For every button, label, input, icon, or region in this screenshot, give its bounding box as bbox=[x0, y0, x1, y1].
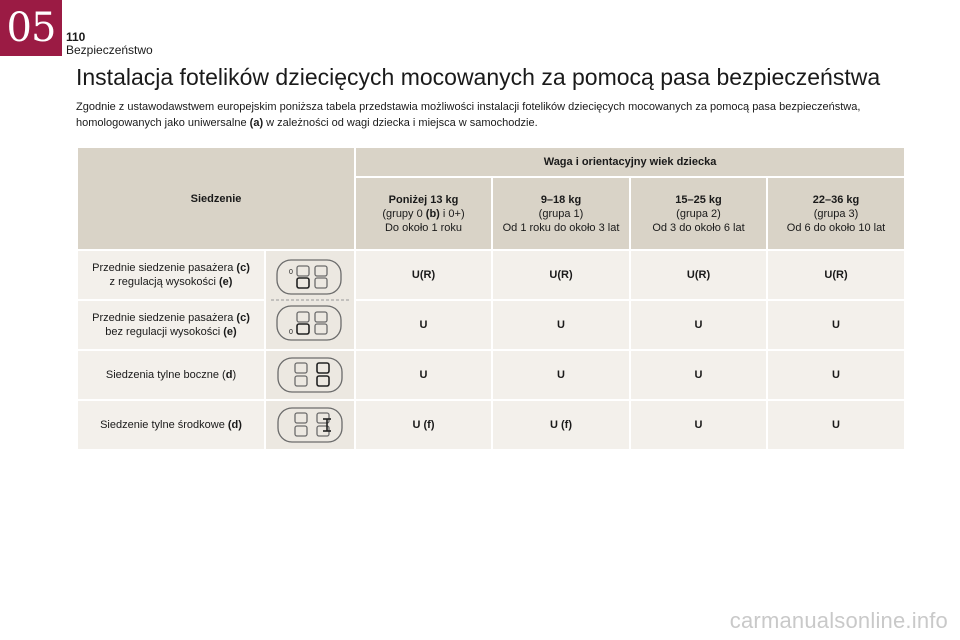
intro-ref-a: (a) bbox=[249, 117, 264, 129]
value-cell: U bbox=[492, 350, 630, 400]
front-passenger-seat-icon bbox=[267, 254, 353, 346]
watermark: carmanualsonline.info bbox=[729, 608, 948, 633]
col-header-group-1: 9–18 kg (grupa 1) Od 1 roku do około 3 lat bbox=[492, 177, 630, 250]
value-cell: U(R) bbox=[767, 250, 905, 300]
seat-name-front-adjustable: Przednie siedzenie pasażera (c) z regulacją wysokości (e) bbox=[77, 250, 265, 300]
value-cell: U bbox=[630, 350, 767, 400]
value-cell: U bbox=[355, 300, 492, 350]
value-cell: U bbox=[355, 350, 492, 400]
seat-name-rear-side: Siedzenia tylne boczne (d) bbox=[77, 350, 265, 400]
value-cell: U (f) bbox=[492, 400, 630, 450]
value-cell: U (f) bbox=[355, 400, 492, 450]
value-cell: U(R) bbox=[630, 250, 767, 300]
value-cell: U bbox=[767, 350, 905, 400]
seat-column-header: Siedzenie bbox=[77, 147, 355, 250]
svg-text:0: 0 bbox=[289, 269, 293, 276]
table-row bbox=[77, 300, 905, 350]
value-cell: U bbox=[630, 400, 767, 450]
intro-text-1: Zgodnie z ustawodawstwem europejskim poniższa tabela przedstawia możliwości instalacji fotelików dziecięcych mocowanych za pomocą pasa bezpieczeństwa, homologowanych jako uniwersalne bbox=[76, 101, 861, 129]
seat-name-front-fixed: Przednie siedzenie pasażera (c) bez regulacji wysokości (e) bbox=[77, 300, 265, 350]
table-row bbox=[77, 400, 905, 450]
col-header-group-3: 22–36 kg (grupa 3) Od 6 do około 10 lat bbox=[767, 177, 905, 250]
svg-text:0: 0 bbox=[289, 329, 293, 336]
col-header-group-0: Poniżej 13 kg (grupy 0 (b) i 0+) Do około 1 roku bbox=[355, 177, 492, 250]
page-title: Instalacja fotelików dziecięcych mocowanych za pomocą pasa bezpieczeństwa bbox=[76, 64, 881, 90]
value-cell: U bbox=[767, 300, 905, 350]
weight-group-header: Waga i orientacyjny wiek dziecka bbox=[355, 147, 905, 177]
intro-text-2: w zależności od wagi dziecka i miejsca w samochodzie. bbox=[263, 117, 538, 129]
value-cell: U(R) bbox=[355, 250, 492, 300]
page-number: 110 bbox=[66, 30, 86, 44]
child-seat-table bbox=[76, 146, 906, 451]
value-cell: U bbox=[630, 300, 767, 350]
value-cell: U(R) bbox=[492, 250, 630, 300]
rear-center-icon-cell bbox=[265, 400, 355, 450]
table-row bbox=[77, 250, 905, 300]
seat-name-rear-center: Siedzenie tylne środkowe (d) bbox=[77, 400, 265, 450]
value-cell: U bbox=[492, 300, 630, 350]
col-header-group-2: 15–25 kg (grupa 2) Od 3 do około 6 lat bbox=[630, 177, 767, 250]
rear-center-seat-icon bbox=[275, 405, 345, 445]
value-cell: U bbox=[767, 400, 905, 450]
intro-paragraph bbox=[76, 99, 896, 131]
table-row bbox=[77, 350, 905, 400]
front-seat-icon-cell bbox=[265, 250, 355, 350]
rear-side-seats-icon bbox=[275, 355, 345, 395]
chapter-number-tab: 05 bbox=[0, 0, 62, 56]
section-name: Bezpieczeństwo bbox=[66, 43, 153, 57]
rear-side-icon-cell bbox=[265, 350, 355, 400]
